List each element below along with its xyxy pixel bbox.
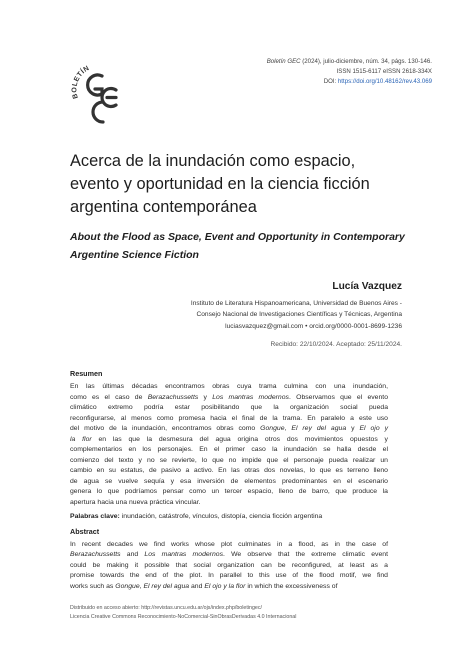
italic-title: El ojo y bbox=[359, 425, 388, 432]
text-run: del motivo de la inundación, encontramos obras como bbox=[70, 425, 261, 432]
text-run: genera lo que podríamos pensar como un tercer espacio, lleno de barro, que produce la bbox=[70, 488, 388, 495]
italic-title: El ojo y la flor bbox=[204, 582, 246, 590]
text-line bbox=[70, 550, 388, 561]
text-line bbox=[70, 498, 388, 509]
text-line bbox=[70, 466, 388, 477]
text-line bbox=[70, 582, 388, 593]
subtitle-line: Argentine Science Fiction bbox=[70, 248, 199, 261]
title-line: Acerca de la inundación como espacio, bbox=[70, 152, 356, 170]
text-run: , bbox=[139, 582, 144, 590]
text-run: de agua se vuelve sequía y esa inversión de elementos predominantes en el escenario bbox=[70, 477, 388, 485]
text-run: . Observamos que el evento bbox=[288, 393, 388, 401]
italic-title: Berazachussetts bbox=[70, 551, 121, 558]
article-subtitle-english bbox=[70, 229, 410, 264]
text-run: comienzo del texto y no se revierte, lo que no impide que el personaje pueda realizar un bbox=[70, 456, 388, 464]
resumen-heading: Resumen bbox=[70, 369, 103, 378]
text-run: complementarios en los personajes. En el primer caso la inundación se halla desde el bbox=[70, 446, 388, 453]
author-affiliation bbox=[102, 298, 402, 332]
logo-arc-text: BOLETÍN bbox=[71, 64, 91, 100]
text-run: In recent decades we find works whose plot culminates in a flood, as in the case of bbox=[70, 540, 388, 548]
journal-logo bbox=[58, 50, 136, 130]
text-run: y bbox=[346, 425, 360, 432]
abstract-text bbox=[70, 540, 388, 593]
author-name: Lucía Vazquez bbox=[332, 281, 402, 292]
text-line bbox=[70, 424, 388, 435]
keywords-value: inundación, catástrofe, vínculos, distopía, ciencia ficción argentina bbox=[119, 513, 323, 520]
text-run: , bbox=[284, 425, 292, 432]
doi-line bbox=[192, 77, 432, 87]
license-footer bbox=[70, 604, 400, 622]
text-run: . We observe that the extreme climatic event bbox=[223, 551, 388, 558]
text-line bbox=[70, 403, 388, 414]
italic-title: Los mantras modernos bbox=[144, 551, 223, 558]
text-line bbox=[70, 540, 388, 551]
text-line bbox=[70, 382, 388, 393]
text-line bbox=[70, 477, 388, 488]
text-line bbox=[70, 571, 388, 582]
resumen-text bbox=[70, 382, 388, 508]
journal-name: Boletín GEC bbox=[266, 58, 301, 65]
text-line bbox=[70, 487, 388, 498]
text-run: could be making it possible that social organization can be reconfigured, at least as a bbox=[70, 561, 388, 569]
text-line bbox=[70, 393, 388, 404]
italic-title: Gongue bbox=[115, 582, 140, 590]
text-run: and bbox=[189, 582, 205, 590]
text-run: reconfigurarse, al menos como promesa hacia el final de la trama. En paralelo a este uso bbox=[70, 414, 388, 422]
text-run: works such as bbox=[70, 582, 116, 590]
text-run: como es el caso de bbox=[70, 393, 148, 401]
text-run: cambio en su estatus, de pasivo a activo. En las otras dos novelas, lo que es terreno lleno bbox=[70, 467, 388, 474]
italic-title: El rey del agua bbox=[291, 425, 347, 432]
gec-logo-icon bbox=[58, 50, 136, 130]
keywords-label: Palabras clave: bbox=[70, 513, 120, 520]
text-line bbox=[70, 561, 388, 572]
affiliation-line: Consejo Nacional de Investigaciones Científicas y Técnicas, Argentina bbox=[196, 311, 402, 319]
abstract-heading: Abstract bbox=[70, 526, 100, 536]
open-access-line: Distribuido en acceso abierto: http://revistas.uncu.edu.ar/ojs/index.php/boletingec/ bbox=[70, 605, 262, 611]
italic-title: El rey del agua bbox=[143, 582, 190, 590]
title-line: evento y oportunidad en la ciencia ficción bbox=[70, 175, 370, 193]
text-line bbox=[70, 445, 388, 456]
citation-line bbox=[192, 57, 432, 67]
article-title bbox=[70, 150, 410, 219]
italic-title: Gongue bbox=[260, 425, 285, 432]
issn-line: ISSN 1515-6117 eISSN 2618-334X bbox=[336, 68, 432, 76]
title-line: argentina contemporánea bbox=[70, 198, 257, 216]
abstract-section bbox=[70, 368, 388, 592]
text-run: climático extremo podría estar posibilitando que la organización social pueda bbox=[70, 404, 388, 411]
doi-label: DOI: bbox=[323, 78, 338, 86]
keywords-line bbox=[70, 512, 388, 523]
received-accepted-dates: Recibido: 22/10/2024. Aceptado: 25/11/2024. bbox=[270, 341, 402, 349]
text-line bbox=[70, 435, 388, 446]
italic-title: Los mantras modernos bbox=[212, 393, 289, 401]
text-run: en las que la desmesura del agua origina otros dos movimientos opuestos y bbox=[91, 435, 388, 443]
author-block bbox=[102, 280, 402, 350]
license-line: Licencia Creative Commons Reconocimiento-NoComercial-SinObrasDerivadas 4.0 Internacional bbox=[70, 614, 297, 620]
text-run: En las últimas décadas encontramos obras cuya trama culmina con una inundación, bbox=[70, 383, 388, 390]
text-run: y bbox=[198, 393, 213, 401]
author-contact: luciasvazquez@gmail.com • orcid.org/0000-0001-8699-1236 bbox=[225, 322, 402, 330]
italic-title: Berazachussetts bbox=[147, 393, 199, 401]
subtitle-line: About the Flood as Space, Event and Opportunity in Contemporary bbox=[70, 231, 405, 243]
text-line bbox=[70, 414, 388, 425]
doi-link[interactable]: https://doi.org/10.48162/rev.43.069 bbox=[337, 78, 432, 86]
journal-meta bbox=[192, 57, 432, 88]
italic-title: la flor bbox=[70, 435, 92, 443]
affiliation-line: Instituto de Literatura Hispanoamericana, Universidad de Buenos Aires - bbox=[190, 300, 402, 307]
text-run: promise towards the end of the plot. In parallel to this use of the flood motif, we find bbox=[70, 572, 388, 579]
text-line bbox=[70, 456, 388, 467]
text-run: apertura hacia una nueva práctica vincular. bbox=[70, 498, 201, 506]
citation-details: (2024), julio-diciembre, núm. 34, págs. 130-146. bbox=[300, 58, 432, 65]
text-run: in which the excessiveness of bbox=[245, 582, 338, 590]
text-run: and bbox=[120, 551, 145, 558]
